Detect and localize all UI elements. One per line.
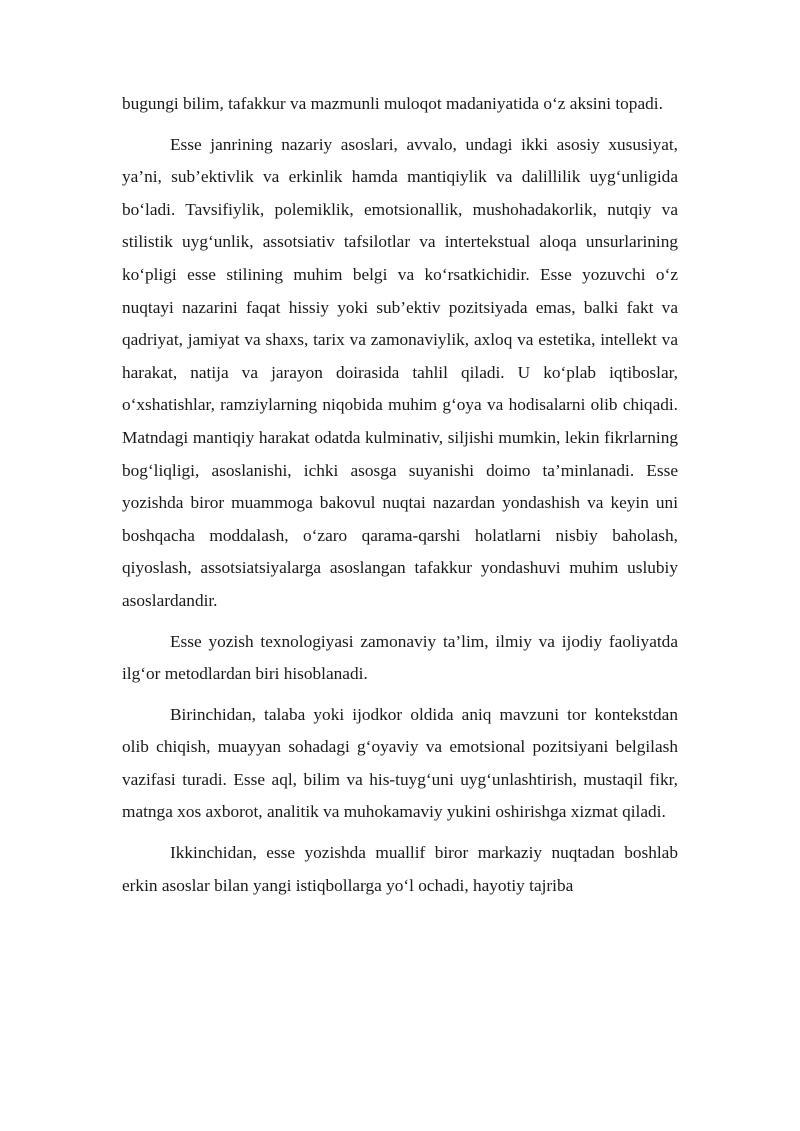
paragraph-essay-theory: Esse janrining nazariy asoslari, avvalo, undagi ikki asosiy xususiyat, ya’ni, sub’ektivlik va erkinlik hamda mantiqiylik va dalillilik uyg‘unligida bo‘ladi. Tavsifiylik, polemiklik, emotsionallik, mushohadakorlik, nutqiy va stilistik uyg‘unlik, assotsiativ tafsilotlar va intertekstual aloqa unsurlarining ko‘pligi esse stilining muhim belgi va ko‘rsatkichidir. Esse yozuvchi o‘z nuqtayi nazarini faqat hissiy yoki sub’ektiv pozitsiyada emas, balki fakt va qadriyat, jamiyat va shaxs, tarix va zamonaviylik, axloq va estetika, intellekt va harakat, natija va jarayon doirasida tahlil qiladi. U ko‘plab iqtiboslar, o‘xshatishlar, ramziylarning niqobida muhim g‘oya va hodisalarni olib chiqadi. Matndagi mantiqiy harakat odatda kulminativ, siljishi mumkin, lekin fikrlarning bog‘liqligi, asoslanishi, ichki asosga suyanishi doimo ta’minlanadi. Esse yozishda biror muammoga bakovul nuqtai nazardan yondashish va keyin uni boshqacha moddalash, o‘zaro qarama-qarshi holatlarni nisbiy baholash, qiyoslash, assotsiatsiyalarga asoslangan tafakkur yondashuvi muhim uslubiy asoslardandir. — [122, 134, 678, 610]
paragraph-essay-technology: Esse yozish texnologiyasi zamonaviy ta’lim, ilmiy va ijodiy faoliyatda ilg‘or metodlardan biri hisoblanadi. — [122, 631, 678, 684]
document-page — [122, 88, 678, 910]
paragraph-secondly: Ikkinchidan, esse yozishda muallif biror markaziy nuqtadan boshlab erkin asoslar bilan yangi istiqbollarga yo‘l ochadi, hayotiy tajriba — [122, 843, 678, 895]
paragraph-firstly: Birinchidan, talaba yoki ijodkor oldida aniq mavzuni tor kontekstdan olib chiqish, muayyan sohadagi g‘oyaviy va emotsional pozitsiyani belgilash vazifasi turadi. Esse aql, bilim va his-tuyg‘uni uyg‘unlashtirish, mustaqil fikr, matnga xos axborot, analitik va muhokamaviy yukini oshirishga xizmat qiladi. — [122, 704, 678, 822]
paragraph-continuation: bugungi bilim, tafakkur va mazmunli muloqot madaniyatida o‘z aksini topadi. — [122, 94, 663, 113]
